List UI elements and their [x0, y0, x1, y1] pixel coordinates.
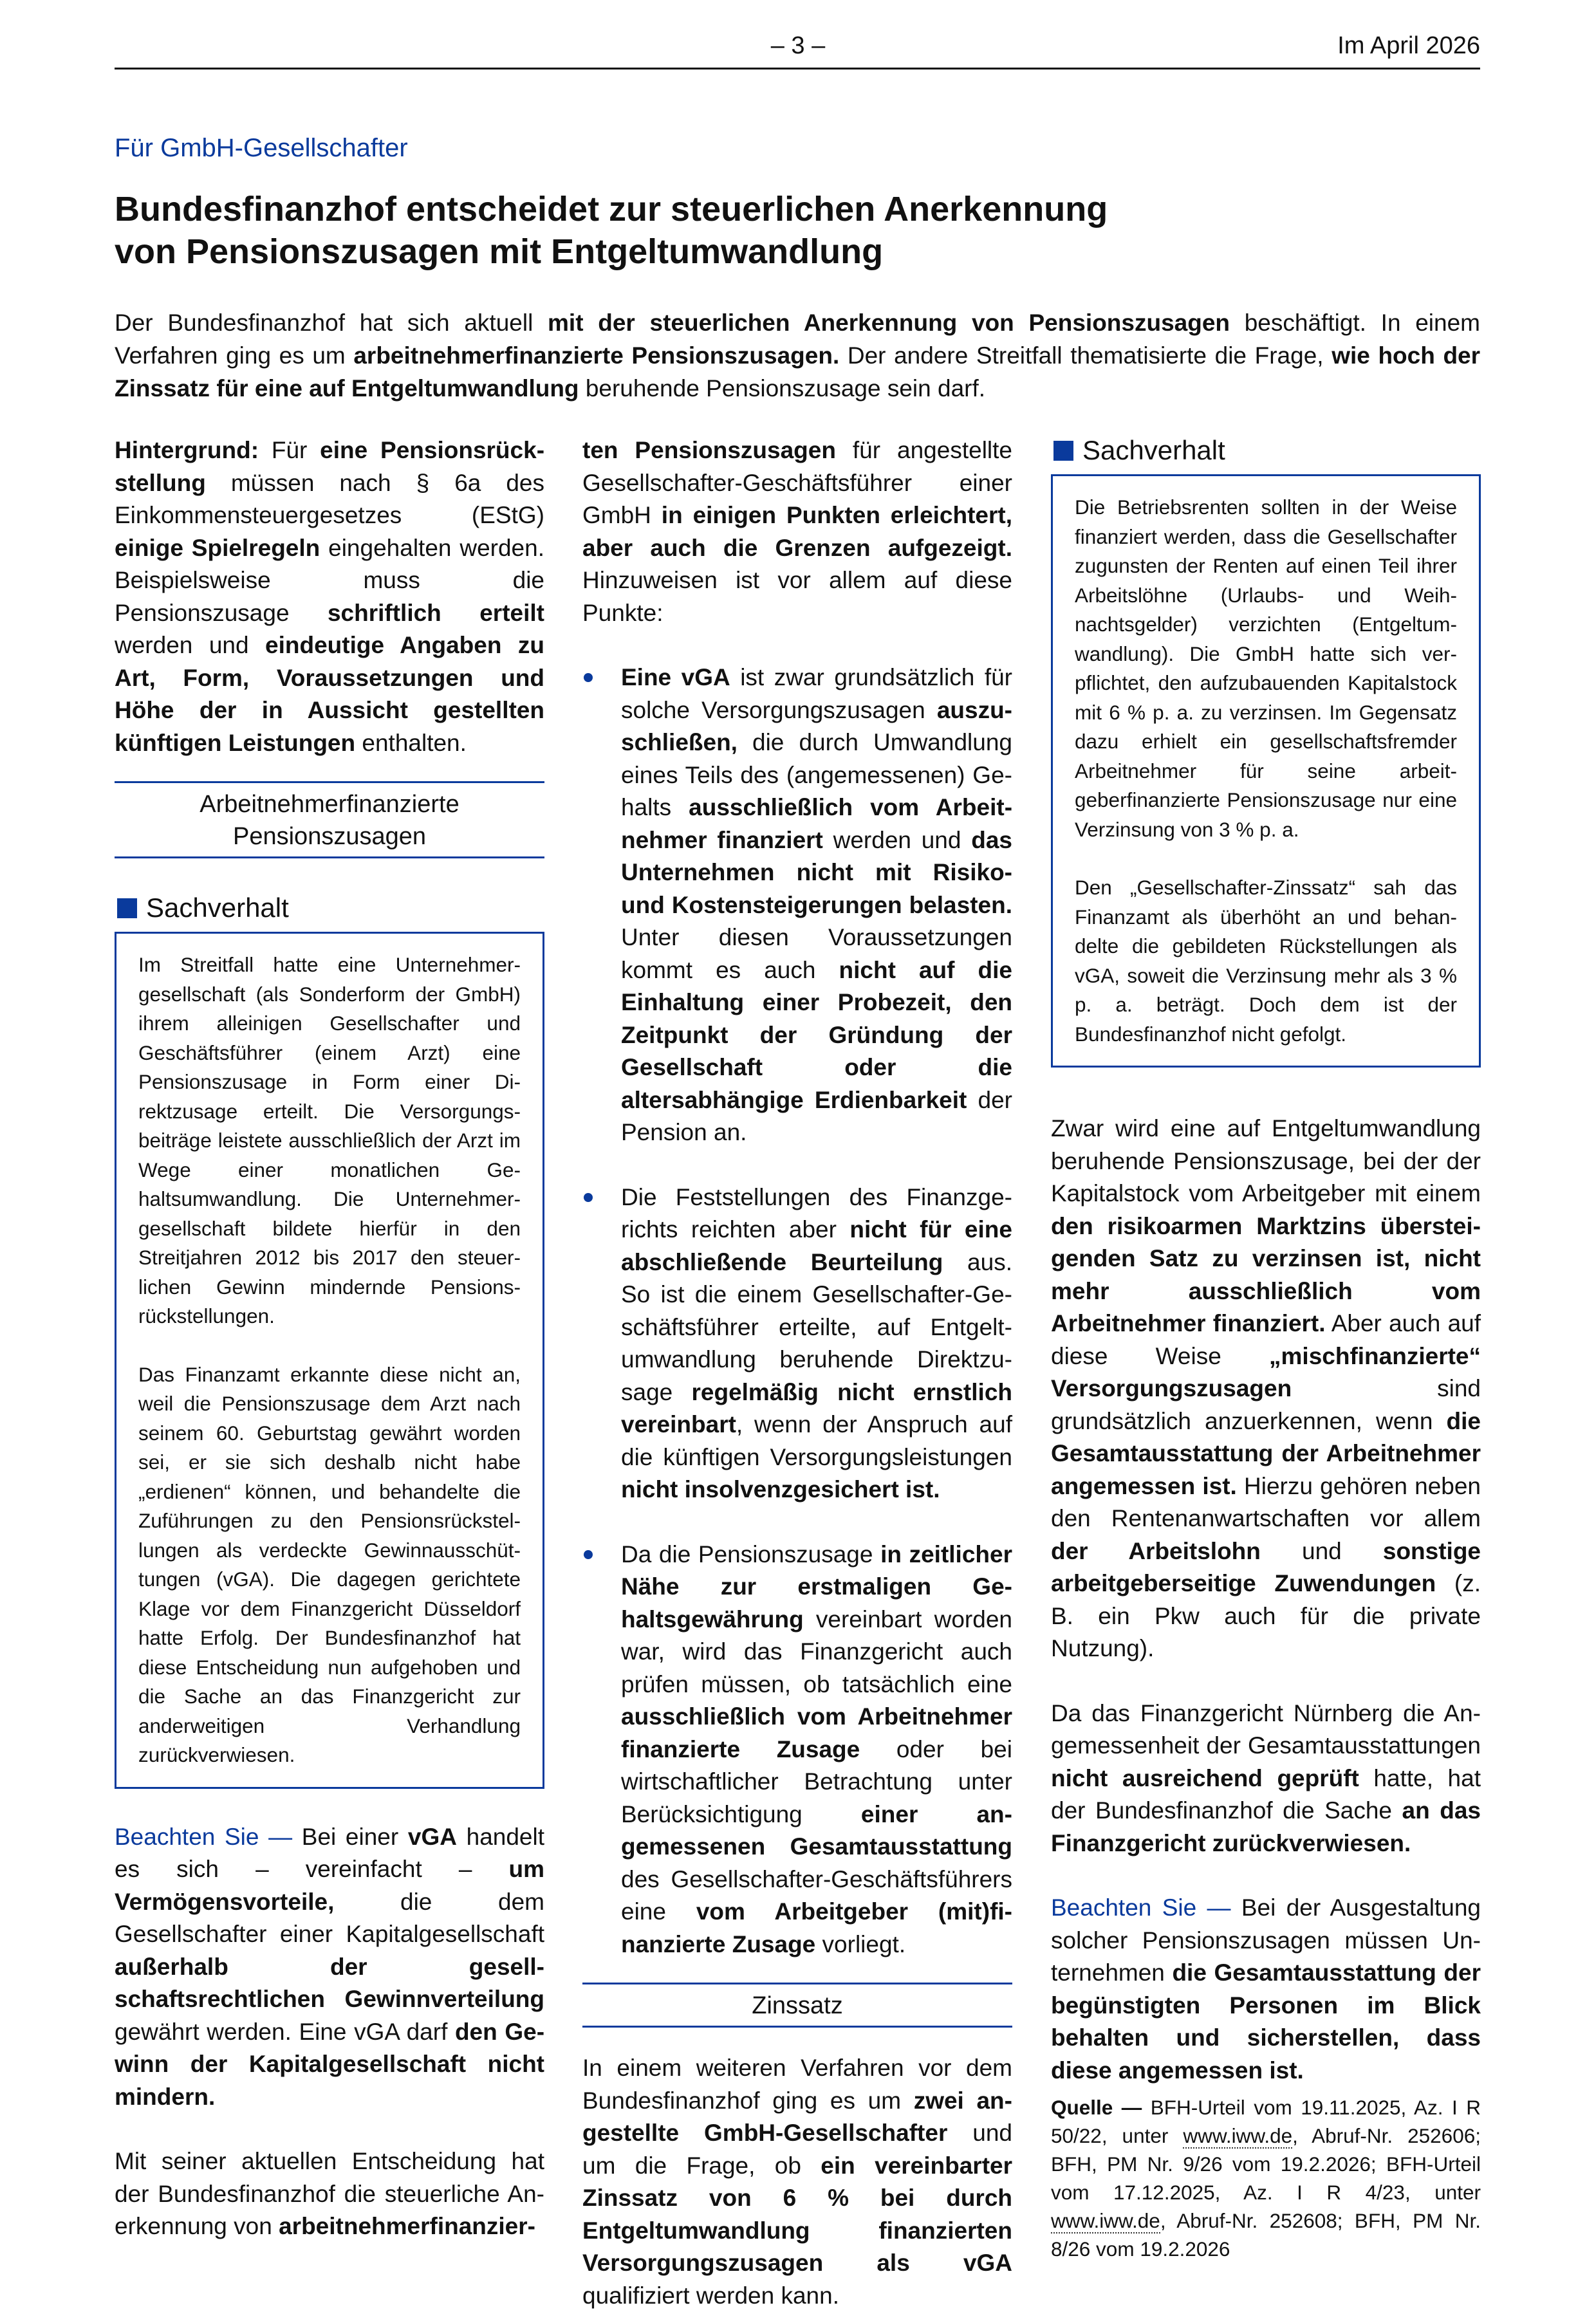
bullet-text — [621, 1181, 1012, 1506]
emphasis: nicht auf die Einhaltung einer Probezeit, den Zeitpunkt der Gründung der Gesellschaft oder die altersabhängige Erdienbarkeit — [621, 956, 1012, 1113]
emphasis: arbeitnehmerfinanzierte Pensionszusagen. — [353, 342, 840, 369]
text: hatte, hat der Bundesfinanzhof die Sache — [1051, 1764, 1481, 1824]
emphasis: mit der steuerlichen Anerkennung von Pensionszusagen — [548, 310, 1230, 336]
closing-paragraph — [115, 2145, 544, 2243]
text: (z. B. ein Pkw auch für die private Nutzung). — [1051, 1570, 1481, 1661]
emphasis: ausschließlich vom Arbeitnehmer finanziert — [621, 794, 1013, 853]
continued-paragraph — [582, 434, 1012, 629]
text: Aber auch auf diese Weise — [1051, 1310, 1481, 1369]
text: Der Bundesfinanzhof hat sich aktuell — [115, 310, 548, 336]
text: und um die Frage, ob — [582, 2120, 1012, 2179]
sachverhalt-heading — [115, 892, 544, 924]
column-1 — [115, 434, 544, 2243]
emphasis: der Arbeitslohn — [1051, 1537, 1261, 1564]
bullet-dot-icon — [584, 1550, 593, 1559]
header-rule — [115, 68, 1480, 69]
text: ist zwar grundsätzlich für solche Versorgungszusagen — [621, 664, 1012, 723]
emphasis: auszuschließen, — [621, 696, 1012, 755]
emphasis: an das Finanzgericht zurückverwiesen. — [1051, 1797, 1481, 1856]
text: aus. So ist die einem Gesellschafter-Geschäftsführer erteilte, auf Entgeltumwandlung beruhende Direktzusage — [621, 1248, 1012, 1405]
text: des Gesellschafter-Geschäftsführers eine — [621, 1865, 1012, 1925]
emphasis: Eine vGA — [621, 664, 730, 690]
emphasis: ein vereinbarter Zinssatz von 6 % bei durch Entgeltumwandlung finanzierten Versorgungszusagen als vGA — [582, 2152, 1012, 2276]
title-line-1: Bundesfinanzhof entscheidet zur steuerlichen Anerkennung — [115, 190, 1108, 228]
title-line-2: von Pensionszusagen mit Entgeltumwandlung — [115, 232, 884, 271]
ruling-paragraph — [1051, 1113, 1481, 1665]
text: Unter diesen Voraussetzungen kommt es auch — [621, 924, 1012, 983]
background-paragraph — [115, 434, 544, 759]
note-label: Beachten Sie — — [115, 1823, 293, 1850]
source-label: Quelle — — [1051, 2096, 1142, 2119]
blue-square-icon — [117, 898, 137, 918]
emphasis: ausschließlich vom Arbeitnehmer finanzierte Zusage — [621, 1703, 1012, 1762]
text: BFH-Urteil vom 19.11.2025, Az. I R 50/22, unter — [1051, 2096, 1481, 2147]
emphasis: um Vermögensvorteile, — [115, 1856, 544, 1915]
emphasis: wie hoch der Zinssatz für eine auf Entgeltumwandlung — [115, 342, 1481, 402]
text: vorliegt. — [815, 1930, 906, 1957]
text: , Abruf-Nr. 252608; BFH, PM Nr. 8/26 vom 19.2.2026 — [1051, 2209, 1481, 2261]
emphasis: in einigen Punkten erleichtert, aber auch die Grenzen aufgezeigt. — [582, 502, 1013, 561]
text: für angestellte Gesellschafter-Geschäftsführer einer GmbH — [582, 437, 1012, 528]
bullet-text — [621, 1539, 1012, 1961]
emphasis: in zeitlicher Nähe zur erstmaligen Gehaltsgewährung — [621, 1540, 1012, 1632]
emphasis: sonstige arbeitgeberseitige Zuwendungen — [1051, 1537, 1481, 1596]
text: sind grundsätzlich anzuerkennen, wenn — [1051, 1375, 1481, 1434]
text: vereinbart worden war, wird das Finanzgericht auch prüfen müssen, ob tatsächlich eine — [621, 1605, 1012, 1697]
emphasis: die Gesamtausstattung der begünstigten Personen im Blick behalten und sicherstellen, dass diese angemessen ist. — [1051, 1959, 1481, 2084]
text: der Pension an. — [621, 1086, 1012, 1145]
text: Zwar wird eine auf Entgeltumwandlung beruhende Pensionszusage, bei der der Kapitalstock vom Arbeitgeber mit einem — [1051, 1115, 1481, 1207]
text: werden und — [115, 632, 266, 658]
text: Für — [259, 437, 320, 463]
section-heading-zinssatz — [582, 1983, 1012, 2028]
note-paragraph — [1051, 1892, 1481, 2087]
source-citation — [1051, 2093, 1481, 2263]
text: oder bei wirtschaftlicher Betrachtung unter Berücksichtigung — [621, 1735, 1012, 1827]
text: Der andere Streitfall thematisierte die Frage, — [839, 342, 1332, 369]
text: werden und — [822, 826, 972, 853]
emphasis: die Gesamtausstattung der Arbeitnehmer angemessen ist. — [1051, 1407, 1481, 1499]
emphasis: vom Arbeitgeber (mit)finanzierte Zusage — [621, 1898, 1012, 1957]
box-paragraph-1: Im Streitfall hatte eine Unternehmergesellschaft (als Sonderform der GmbH) ihrem alleinigen Gesellschafter und Geschäftsführer (einem Arzt) eine Pensionszusage in Form einer Direktzusage erteilt. Die Versorgungsbeiträge leistete ausschließlich der Arzt im Wege einer monatlichen Gehaltsumwandlung. Die Unternehmergesellschaft bildete hierfür in den Streitjahren 2012 bis 2017 den steuerlichen Gewinn mindernde Pensionsrückstellungen. — [138, 953, 521, 1327]
column-2 — [582, 434, 1012, 2312]
emphasis: nicht für eine abschließende Beurteilung — [621, 1216, 1012, 1275]
emphasis: arbeitnehmerfinanzier- — [279, 2213, 535, 2239]
sachverhalt-box — [115, 932, 544, 1789]
text: Hinzuweisen ist vor allem auf diese Punkte: — [582, 567, 1012, 626]
bullet-dot-icon — [584, 673, 593, 682]
article-title — [115, 188, 1402, 273]
sachverhalt-label: Sachverhalt — [1082, 435, 1225, 465]
text: enthalten. — [355, 729, 467, 756]
remand-paragraph — [1051, 1697, 1481, 1860]
sachverhalt-heading — [1051, 434, 1481, 467]
intro-paragraph — [115, 306, 1480, 405]
emphasis: einige Spielregeln — [115, 534, 320, 561]
heading-line-1: Arbeitnehmerfinanzierte — [200, 791, 459, 818]
lead-label: Hintergrund: — [115, 437, 259, 463]
column-3 — [1051, 434, 1481, 2263]
blue-square-icon — [1053, 441, 1073, 461]
text: und — [1260, 1537, 1383, 1564]
bullet-item — [582, 661, 1012, 1149]
note-paragraph — [115, 1821, 544, 2114]
bullet-text — [621, 661, 1012, 1149]
text: qualifiziert werden kann. — [582, 2282, 839, 2309]
page-number: – 3 – — [770, 32, 826, 59]
text: In einem weiteren Verfahren vor dem Bundesfinanzhof ging es um — [582, 2055, 1012, 2114]
emphasis: den Gewinn der Kapitalgesellschaft nicht mindern. — [115, 2018, 545, 2110]
sachverhalt-box — [1051, 474, 1481, 1068]
text: beschäftigt. In einem Verfahren ging es um — [115, 310, 1481, 369]
text: Hierzu gehören neben den Rentenanwartschaften vor allem — [1051, 1472, 1481, 1531]
text: gewährt werden. Eine vGA darf — [115, 2018, 455, 2045]
iww-link[interactable]: www.iww.de — [1183, 2124, 1293, 2147]
text: Da das Finanzgericht Nürnberg die Angemessenheit der Gesamtausstattungen — [1051, 1699, 1481, 1759]
emphasis: eine Pensionsrückstellung — [115, 437, 545, 496]
section-heading-arbeitnehmerfinanziert — [115, 781, 544, 858]
text: müssen nach § 6a des Einkommensteuergesetzes (EStG) — [115, 469, 544, 528]
emphasis: eindeutige Angaben zu Art, Form, Voraussetzungen und Höhe der in Aussicht gestellten künftigen Leistungen — [115, 632, 544, 756]
issue-date: Im April 2026 — [1337, 32, 1480, 59]
text: beruhende Pensionszusage sein darf. — [579, 375, 986, 402]
emphasis: den risikoarmen Marktzins übersteigenden Satz zu verzinsen ist, nicht mehr ausschließlich vom Arbeitnehmer finanziert. — [1051, 1212, 1481, 1336]
text: die durch Umwandlung eines Teils des (angemessenen) Gehalts — [621, 729, 1012, 820]
emphasis: regelmäßig nicht ernstlich vereinbart — [621, 1378, 1012, 1438]
emphasis: einer angemessenen Gesamtausstattung — [621, 1800, 1012, 1860]
text: Bei der Ausgestaltung solcher Pensionszusagen müssen Unternehmen — [1051, 1894, 1481, 1986]
heading-line-2: Pensionszusagen — [233, 823, 426, 850]
box-paragraph-1: Die Betriebsrenten sollten in der Weise finanziert werden, dass die Gesellschafter zugunsten der Renten auf einen Teil ihrer Arbeitslöhne (Urlaubs- und Weihnachtsgelder) verzichten (Entgeltumwandlung). Die GmbH hatte sich verpflichtet, den aufzubauenden Kapitalstock mit 6 % p. a. zu verzinsen. Im Gegensatz dazu erhielt ein gesellschaftsfremder Arbeitnehmer für seine arbeitgeberfinanzierte Pensionszusage nur eine Verzinsung von 3 % p. a. — [1075, 495, 1457, 841]
bullet-item — [582, 1539, 1012, 1961]
emphasis: ten Pensionszusagen — [582, 437, 836, 463]
emphasis: vGA — [407, 1823, 457, 1850]
text: handelt es sich – vereinfacht – — [115, 1823, 544, 1882]
emphasis: „mischfinanzierte“ Versorgungszusagen — [1051, 1342, 1481, 1401]
emphasis: das Unternehmen nicht mit Risiko- und Kostensteigerungen belasten. — [621, 826, 1012, 918]
box-paragraph-2: Den „Gesellschafter-Zinssatz“ sah das Finanzamt als überhöht an und behandelte die gebildeten Rückstellungen als vGA, soweit die Verzinsung mehr als 3 % p. a. beträgt. Doch dem ist der Bundesfinanzhof nicht gefolgt. — [1075, 876, 1457, 1046]
sachverhalt-label: Sachverhalt — [146, 892, 289, 923]
text: Da die Pensionszusage — [621, 1540, 881, 1568]
emphasis: schriftlich erteilt — [327, 599, 544, 626]
note-label: Beachten Sie — — [1051, 1894, 1231, 1921]
emphasis: zwei angestellte GmbH-Gesellschafter — [582, 2087, 1012, 2146]
emphasis: außerhalb der gesellschaftsrechtlichen Gewinnverteilung — [115, 1953, 544, 2012]
text: , wenn der Anspruch auf die künftigen Versorgungsleistungen — [621, 1411, 1012, 1470]
text: Mit seiner aktuellen Entscheidung hat der Bundesfinanzhof die steuerliche Anerkennung von — [115, 2148, 544, 2239]
text: eingehalten werden. Beispielsweise muss die Pensionszusage — [115, 534, 544, 626]
bullet-dot-icon — [584, 1193, 593, 1202]
heading-text: Zinssatz — [752, 1992, 843, 2019]
text: die dem Gesellschafter einer Kapitalgesellschaft — [115, 1888, 544, 1947]
emphasis: nicht insolvenzgesichert ist. — [621, 1476, 940, 1503]
box-paragraph-2: Das Finanzamt erkannte diese nicht an, weil die Pensionszusage dem Arzt nach seinem 60. Geburtstag gewährt worden sei, er sie sich deshalb nicht habe „erdienen“ können, und behandelte die Zuführungen zu den Pensionsrückstellungen als verdeckte Gewinnausschüttungen (vGA). Die dagegen gerichtete Klage vor dem Finanzgericht Düsseldorf hatte Erfolg. Der Bundesfinanzhof hat diese Entscheidung nun aufgehoben und die Sache an das Finanzgericht zur anderweitigen Verhandlung zurückverwiesen. — [138, 1362, 521, 1766]
iww-link[interactable]: www.iww.de — [1051, 2209, 1160, 2232]
rubric: Für GmbH-Gesellschafter — [115, 134, 408, 162]
text: Bei einer — [292, 1823, 408, 1850]
text: Die Feststellungen des Finanzgerichts reichten aber — [621, 1183, 1012, 1243]
emphasis: nicht ausreichend geprüft — [1051, 1764, 1359, 1791]
zinssatz-paragraph — [582, 2052, 1012, 2312]
text: , Abruf-Nr. 252606; BFH, PM Nr. 9/26 vom 19.2.2026; BFH-Urteil vom 17.12.2025, Az. I R 4/23, unter — [1051, 2124, 1481, 2204]
bullet-item — [582, 1181, 1012, 1506]
